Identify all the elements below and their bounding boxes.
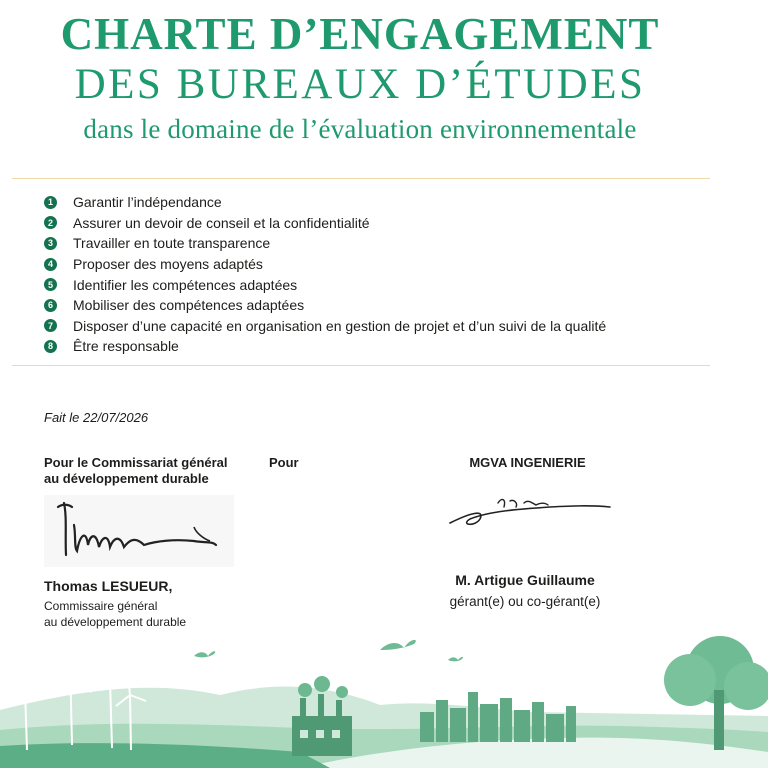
- left-party-line1: Pour le Commissariat général: [44, 455, 228, 470]
- commitment-text: Travailler en toute transparence: [73, 235, 271, 252]
- commitment-item: [44, 233, 606, 254]
- landscape-illustration: [0, 620, 768, 768]
- number-badge: 8: [44, 340, 57, 353]
- commitments-list: [44, 192, 606, 357]
- commitment-text: Garantir l’indépendance: [73, 194, 222, 211]
- commitment-item: [44, 213, 606, 234]
- date-value: 22/07/2026: [83, 410, 149, 425]
- number-badge: 1: [44, 196, 57, 209]
- bottom-divider: [12, 365, 710, 366]
- commitment-text: Disposer d’une capacité en organisation en gestion de projet et d’un suivi de la qualité: [73, 317, 607, 334]
- commitment-item: [44, 192, 606, 213]
- left-party-line2: au développement durable: [44, 471, 209, 486]
- commitment-text: Identifier les compétences adaptées: [73, 276, 298, 293]
- number-badge: 7: [44, 319, 57, 332]
- commitment-text: Mobiliser des compétences adaptées: [73, 297, 305, 314]
- commitment-item: [44, 254, 606, 275]
- number-badge: 3: [44, 237, 57, 250]
- commitment-item: [44, 274, 606, 295]
- left-party: [44, 455, 228, 487]
- charter-title-line1: CHARTE D’ENGAGEMENT: [60, 9, 660, 59]
- signing-date: [44, 410, 148, 425]
- charter-subtitle: dans le domaine de l’évaluation environnementale: [83, 114, 637, 144]
- date-prefix: Fait le: [44, 410, 84, 425]
- commitment-item: [44, 336, 606, 357]
- birds-icon: [194, 640, 463, 661]
- number-badge: 2: [44, 216, 57, 229]
- number-badge: 6: [44, 299, 57, 312]
- charter-title-line2: DES BUREAUX D’ÉTUDES: [74, 61, 646, 108]
- right-signatory-name: M. Artigue Guillaume: [455, 572, 595, 588]
- commitment-item: [44, 316, 606, 337]
- left-role-line2: au développement durable: [44, 615, 187, 629]
- commitment-text: Assurer un devoir de conseil et la confidentialité: [73, 214, 370, 231]
- commitment-text: Être responsable: [73, 338, 179, 355]
- mgva-signature: [440, 493, 620, 533]
- number-badge: 4: [44, 258, 57, 271]
- right-party: MGVA INGENIERIE: [469, 455, 586, 470]
- right-signatory-role: gérant(e) ou co-gérant(e): [449, 594, 601, 609]
- factory-icon: [292, 676, 352, 756]
- left-role-line1: Commissaire général: [44, 599, 158, 613]
- top-divider: [12, 178, 710, 179]
- number-badge: 5: [44, 278, 57, 291]
- commitment-text: Proposer des moyens adaptés: [73, 256, 263, 273]
- left-signatory-name: Thomas LESUEUR,: [44, 578, 173, 594]
- city-skyline-icon: [420, 692, 576, 742]
- pour-label: Pour: [269, 455, 299, 470]
- commitment-item: [44, 295, 606, 316]
- cgdd-signature: [44, 495, 234, 567]
